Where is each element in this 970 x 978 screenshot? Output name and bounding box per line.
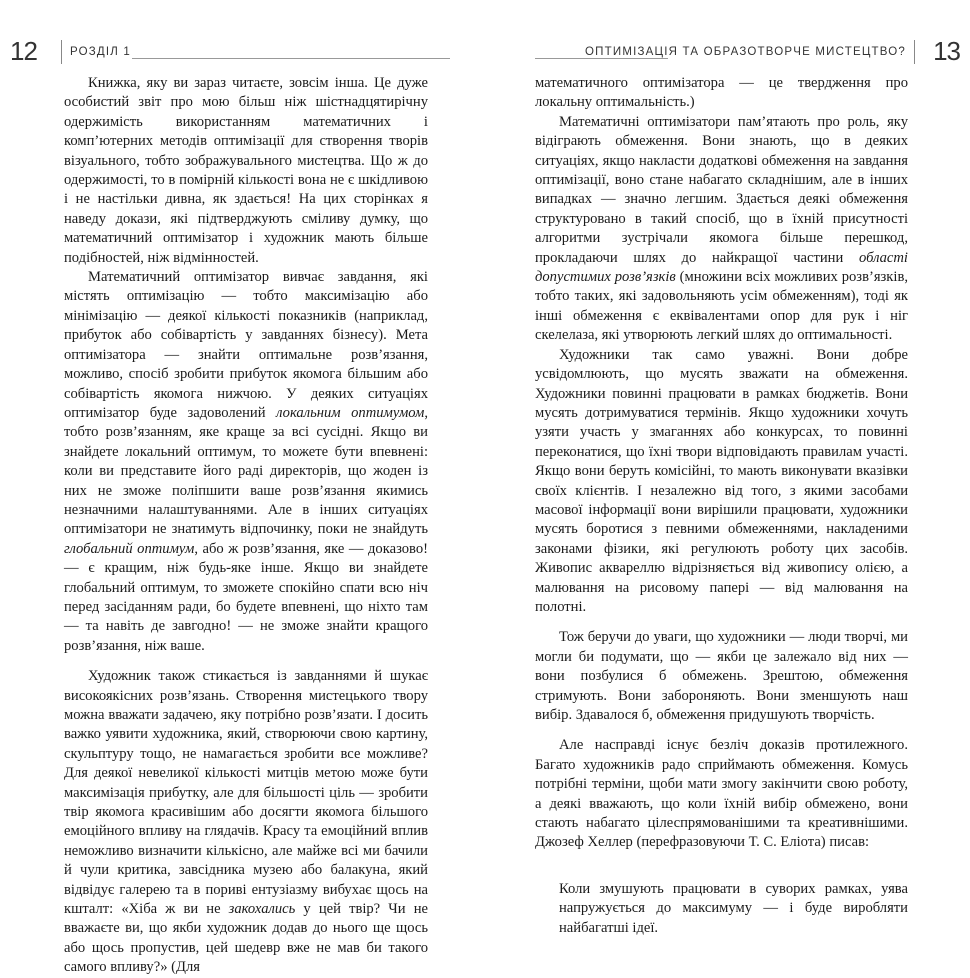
right-page-number: 13 xyxy=(933,36,960,66)
paragraph: Математичний оптимізатор вивчає завдання, які містять оптимізацію — тобто максимізацію або мінімізацію — деякої кількості показників (наприклад, прибуток або собівартість у завданнях бізнесу). Мета оптимізатора — знайти оптимальне розв’язання, можливо, спосіб зробити прибуток якомога більшим або собівартість якомога нижчою. У деяких ситуаціях оптимізатор буде задоволений локальним оптимумом, тобто розв’язанням, яке краще за всі сусідні. Якщо ви знайдете локальний оптимум, то можете бути впевнені: коли ви представите його раді директорів, що жоден із них не зможе поліпшити ваше розв’язання якимись незначними налаштуваннями. Але в інших ситуаціях оптимізатори не знатимуть відпочинку, поки не знайдуть глобальний оптимум, або ж розв’язання, яке — доказово! — є кращим, ніж будь-яке інше. Якщо ви знайдете глобальний оптимум, то зможете спокійно спати всю ніч перед засіданням ради, бо будете впевнені, що ніхто там — та навіть де завгодно! — не зможе знайти кращого розв’язання, ніж ваше. xyxy=(64,269,429,654)
italic-term: області допустимих розв’язків xyxy=(535,249,908,286)
italic-term: глобальний оптимум xyxy=(64,540,195,557)
left-chapter-title: РОЗДІЛ 1 xyxy=(70,46,132,58)
right-header-separator xyxy=(914,40,915,64)
paragraph: математичного оптимізатора — це твердження про локальну оптимальність.) xyxy=(535,75,908,111)
right-header-rule xyxy=(535,58,668,59)
right-running-header xyxy=(535,38,960,66)
right-body-text xyxy=(535,74,908,938)
paragraph: Тож беручи до уваги, що художники — люди творчі, ми могли би подумати, що — якби це залежало від них — вони позбулися б обмежень. Зрештою, обмеження стримують. Вони забороняють. Вони зменшують наш вибір. Здавалося б, обмеження придушують творчість. xyxy=(535,629,908,723)
left-page xyxy=(0,0,485,976)
paragraph: Художники так само уважні. Вони добре усвідомлюють, що мусять зважати на обмеження. Художники повинні працювати в рамках бюджетів. Вони мусять дотримуватися термінів. Якщо художники хочуть узяти участь у змаганнях або конкурсах, то повинні переконатися, що їхні твори відповідають правилам участі. Якщо вони беруть комісійні, то мають виконувати вказівки своїх клієнтів. І незалежно від того, з якими засобами масової інформації вони вирішили працювати, художники мусять боротися з певними обмеженнями, накладеними законами фізики, які регулюють роботу цих засобів. Живопис аквареллю відрізняється від живопису олією, а малювання на рисовому папері — від малювання на полотні. xyxy=(535,346,908,615)
left-header-rule xyxy=(132,58,450,59)
left-page-number: 12 xyxy=(10,36,37,66)
paragraph: Художник також стикається із завданнями й шукає високоякісних розв’язань. Створення мистецького твору можна вважати задачею, яку потрібно розв’язати. І досить важко уявити художника, який, створюючи свою картину, скульптуру тощо, не намагається зробити все можливе? Для деякої невеликої кількості митців метою може бути максимізація прибутку, але для більшості ціль — зробити твір якомога красивішим або досягти якомога більшого емоційного впливу на глядачів. Красу та емоційний вплив неможливо визначити кількісно, але майже всі ми бачили й чули критика, завсідника музею або балакуна, який відвідує галерею та в пориві ентузіазму вибухає щось на кшталт: «Хіба ж ви не закохались у цей твір? Чи не вважаєте ви, що якби художник додав до нього ще щось або щось пропустив, цей шедевр вже не мав би такого самого впливу?» (Для xyxy=(64,668,428,976)
left-body-text xyxy=(64,74,428,978)
paragraph: Але насправді існує безліч доказів протилежного. Багато художників радо сприймають обмеження. Комусь потрібні терміни, щоби мати змогу закінчити свою роботу, а деякі вважають, що коли їхній вибір обмежено, вони стають набагато цілеспрямованішими та креативнішими. Джозеф Хеллер (перефразовуючи Т. С. Еліота) писав: xyxy=(535,737,908,851)
italic-term: локальним оптимумом xyxy=(276,404,425,421)
italic-term: закохались xyxy=(228,901,296,918)
left-running-header xyxy=(10,38,450,66)
paragraph: Книжка, яку ви зараз читаєте, зовсім інша. Це дуже особистий звіт про мою більш ніж шістнадцятирічну одержимість використанням математичних і комп’ютерних методів оптимізації для створення творів візуального, тобто зображувального мистецтва. Що ж до одержимості, то в помірній кількості вона не є шкідливою і не настільки дивна, як здається! На цих сторінках я наведу докази, які підтверджують сміливу думку, що математичний оптимізатор і художник мають більше подібностей, ніж відмінностей. xyxy=(64,75,428,266)
right-page xyxy=(485,0,970,936)
left-header-separator xyxy=(61,40,62,64)
paragraph: Математичні оптимізатори пам’ятають про роль, яку відіграють обмеження. Вони знають, що в деяких ситуаціях, якщо накласти додаткові обмеження на завдання оптимізації, воно стане набагато складнішим, але в інших випадках — значно легшим. Здається деякі обмеження структуровано в такий спосіб, що в їхній присутності алгоритми зустрічали якомога більше перешкод, прокладаючи шлях до найкращої частини області допустимих розв’язків (множини всіх можливих розв’язків, тобто таких, які задовольняють усім обмеженням), тоді як інші обмеження є еквівалентами опор для рук і ніг скелелаза, які утворюють легкий шлях до оптимальності. xyxy=(535,113,908,344)
block-quote: Коли змушують працювати в суворих рамках, уява напружується до максимуму — і буде виробляти найбагатші ідеї. xyxy=(559,880,908,936)
right-chapter-title: ОПТИМІЗАЦІЯ ТА ОБРАЗОТВОРЧЕ МИСТЕЦТВО? xyxy=(585,46,906,58)
